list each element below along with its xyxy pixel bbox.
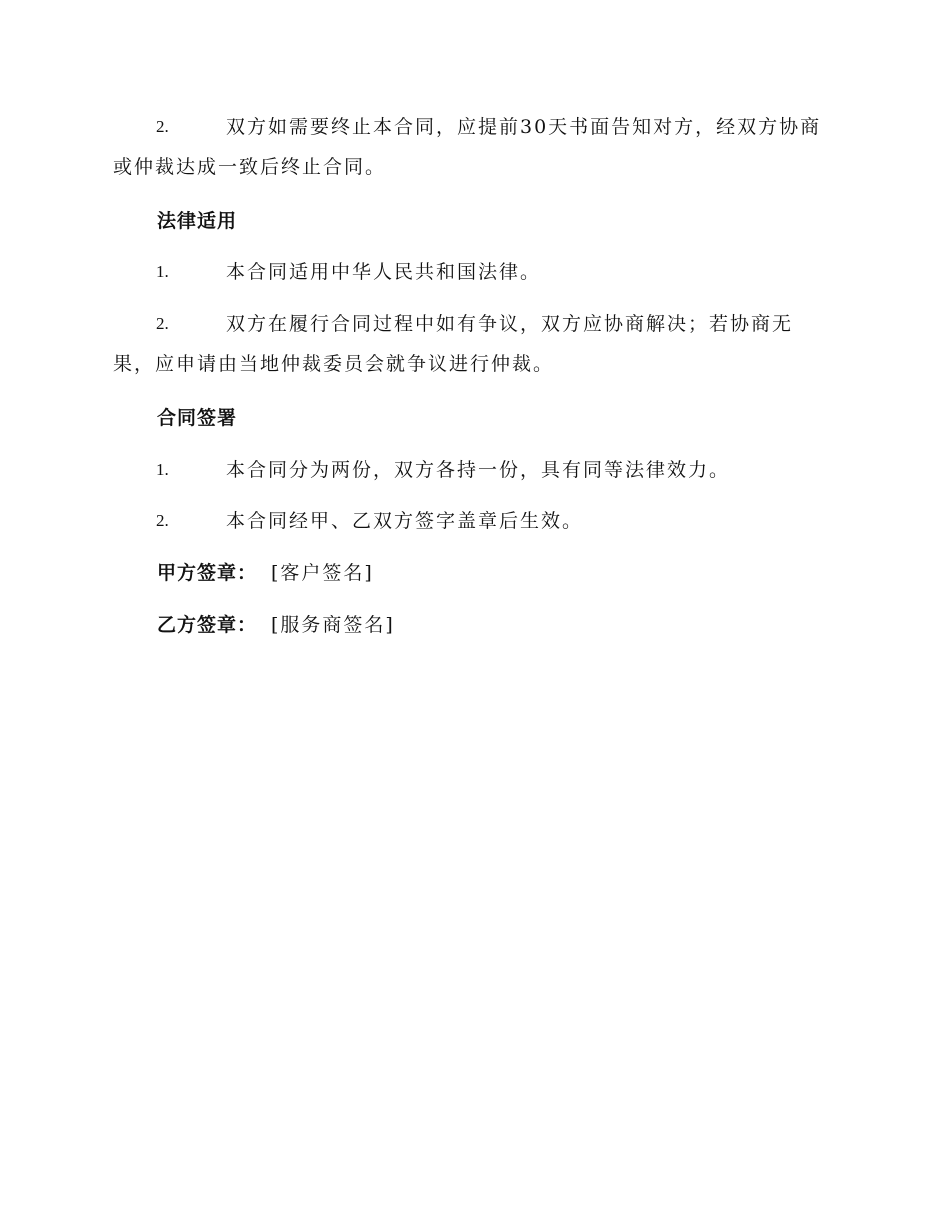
section-heading-signing: 合同签署 xyxy=(157,407,238,429)
item-number: 2. xyxy=(156,314,169,333)
party-a-signature-line xyxy=(157,553,374,593)
item-number: 1. xyxy=(156,262,169,281)
section-heading-law: 法律适用 xyxy=(157,210,238,232)
party-b-signature-label: 乙方签章： xyxy=(157,614,258,636)
party-a-signature-placeholder: [客户签名] xyxy=(271,562,374,584)
party-a-signature-label: 甲方签章： xyxy=(157,562,258,584)
signing-item-2 xyxy=(113,501,823,541)
item-text: 本合同适用中华人民共和国法律。 xyxy=(226,261,542,283)
signing-item-1 xyxy=(113,450,823,490)
termination-item-2 xyxy=(113,107,823,187)
party-b-signature-placeholder: [服务商签名] xyxy=(271,614,395,636)
item-number: 2. xyxy=(156,117,169,136)
item-text: 本合同分为两份，双方各持一份，具有同等法律效力。 xyxy=(226,459,731,481)
item-text: 双方如需要终止本合同，应提前30天书面告知对方，经双方协商或仲裁达成一致后终止合同。 xyxy=(113,116,822,178)
party-b-signature-line xyxy=(157,605,395,645)
item-text: 本合同经甲、乙双方签字盖章后生效。 xyxy=(226,510,584,532)
item-number: 2. xyxy=(156,511,169,530)
law-item-1 xyxy=(113,252,823,292)
item-text: 双方在履行合同过程中如有争议，双方应协商解决；若协商无果，应申请由当地仲裁委员会就争议进行仲裁。 xyxy=(113,313,794,375)
law-item-2 xyxy=(113,304,823,384)
item-number: 1. xyxy=(156,460,169,479)
